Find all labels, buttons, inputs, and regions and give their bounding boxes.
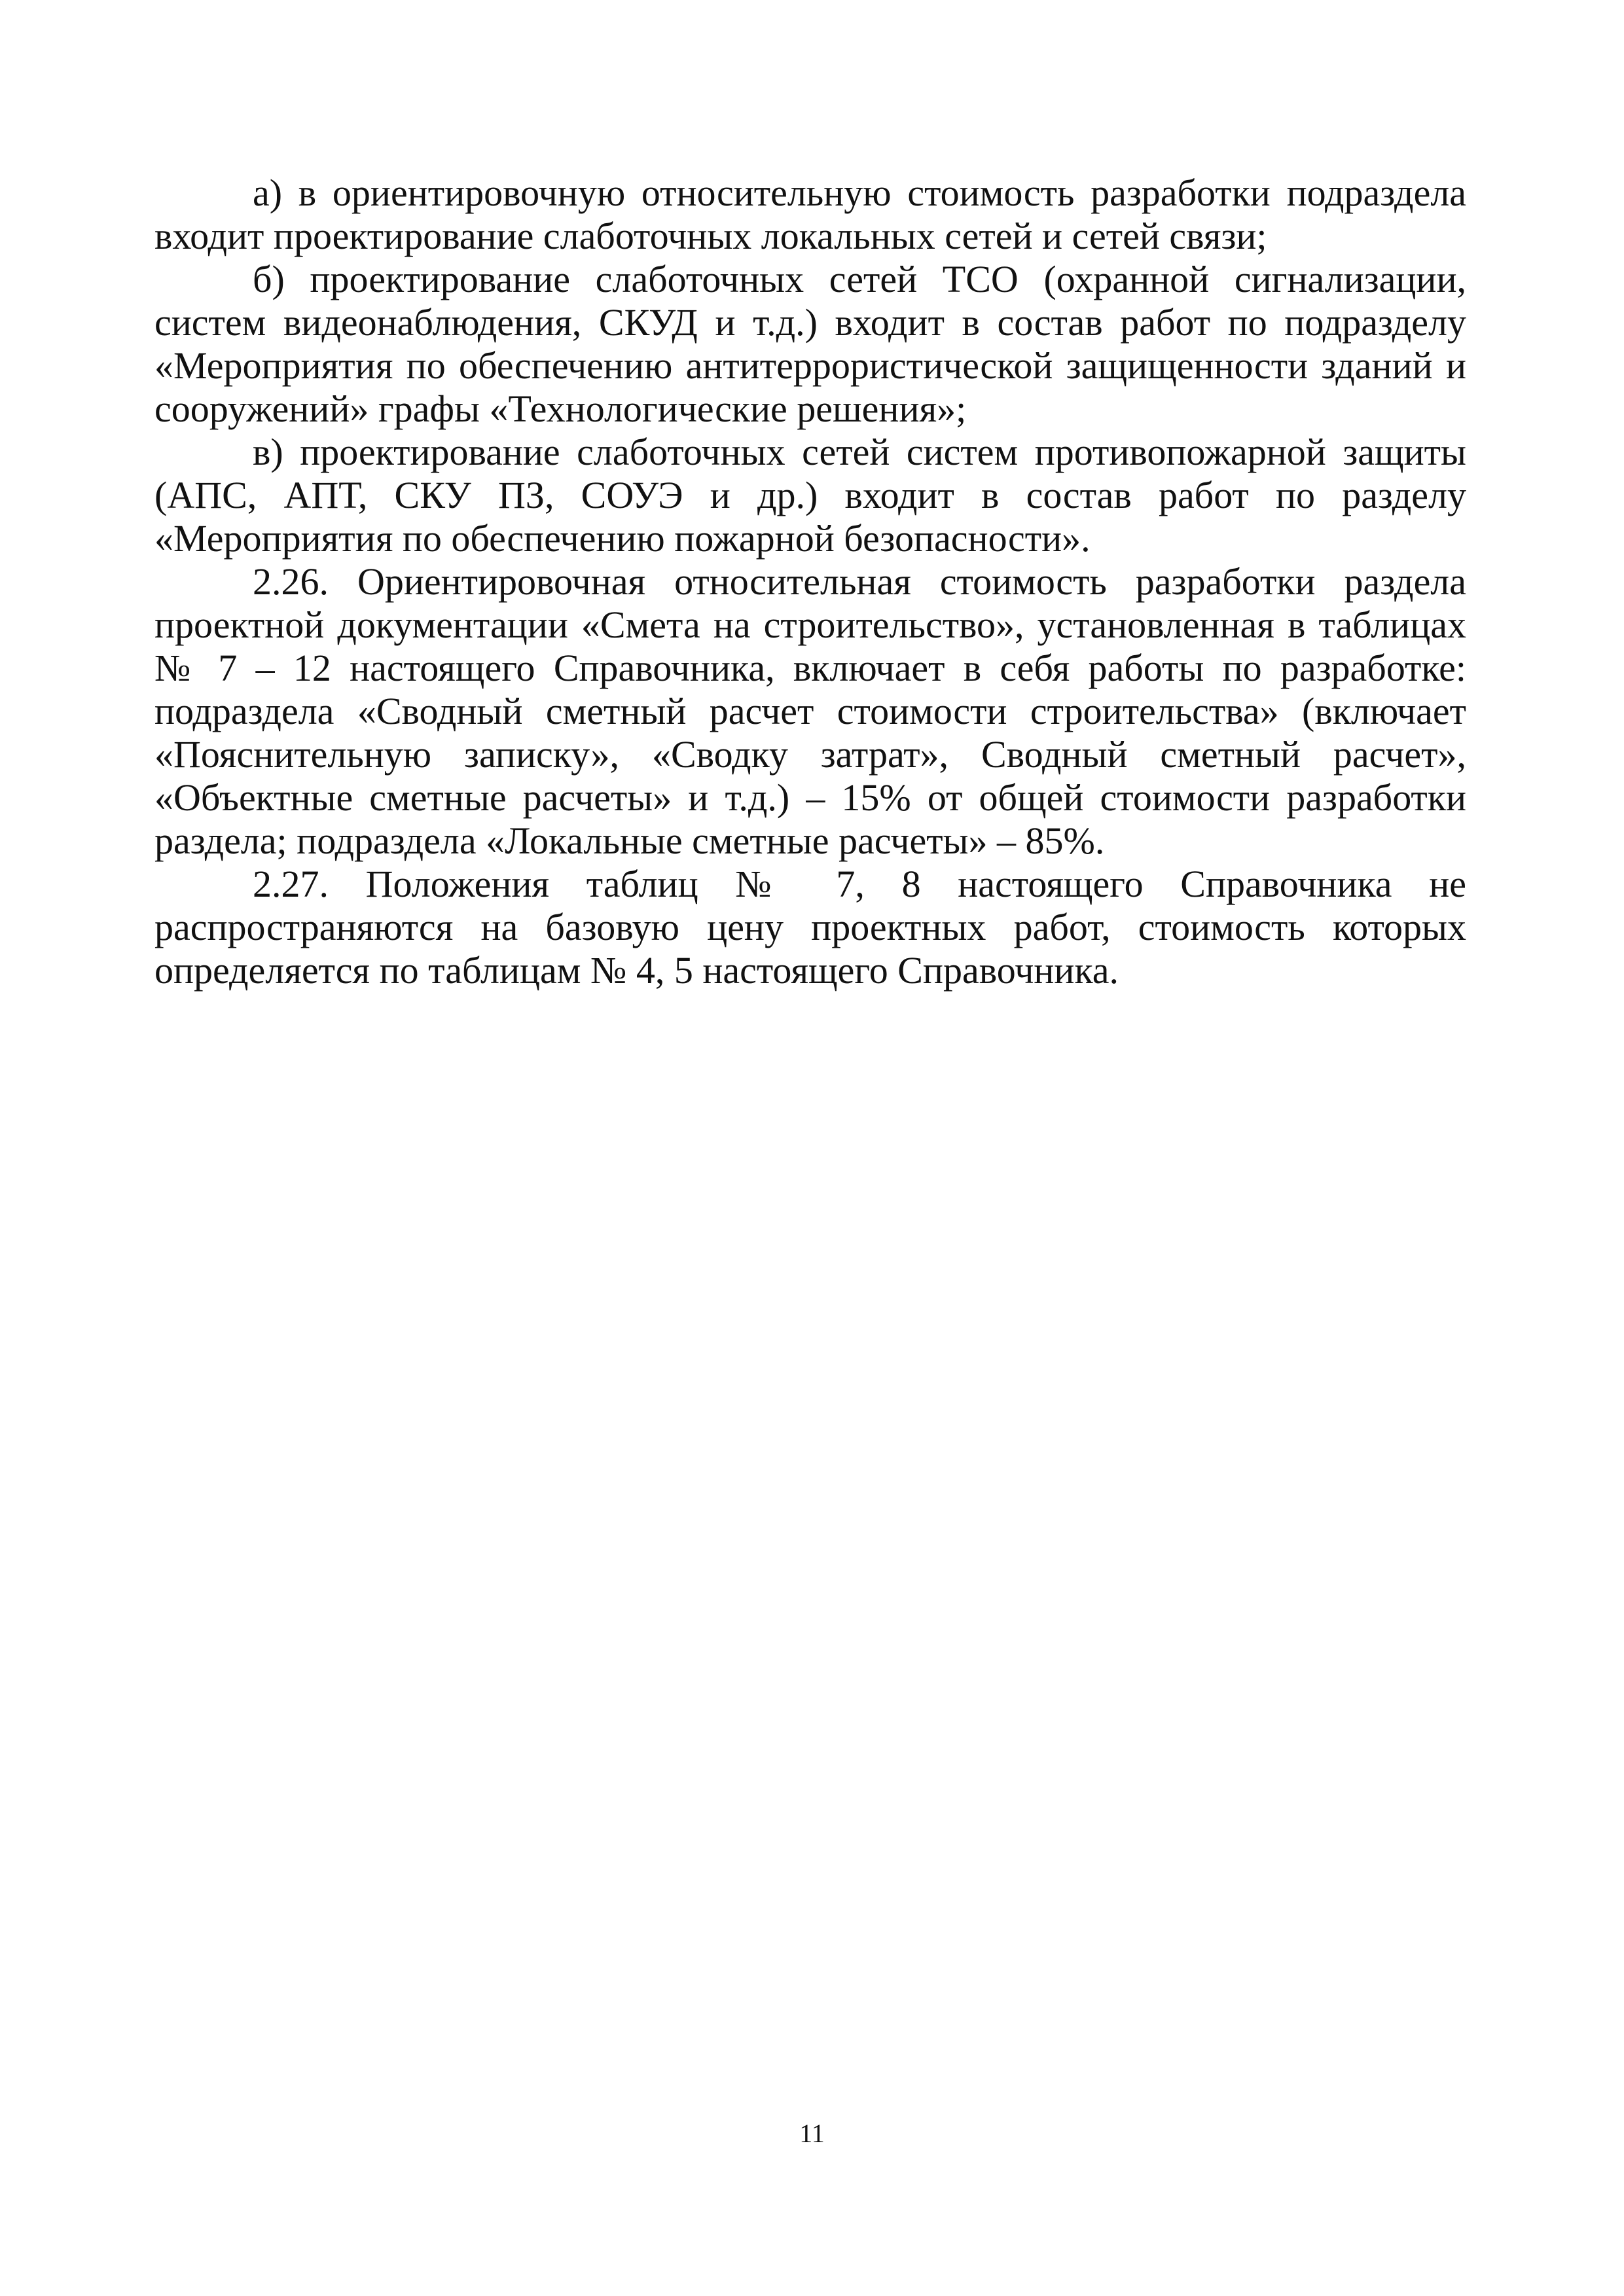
paragraph-item-b: б) проектирование слаботочных сетей ТСО (охранной сигнализации, систем видеонаблюдения, СКУД и т.д.) входит в состав работ по подразделу «Мероприятия по обеспечению антитеррористической защищенности зданий и сооружений» графы «Технологические решения»; bbox=[154, 258, 1466, 430]
body-text bbox=[154, 171, 1466, 992]
page-number: 11 bbox=[799, 2119, 825, 2148]
paragraph-2-27: 2.27. Положения таблиц № 7, 8 настоящего Справочника не распространяются на базовую цену проектных работ, стоимость которых определяется по таблицам № 4, 5 настоящего Справочника. bbox=[154, 863, 1466, 992]
paragraph-2-26: 2.26. Ориентировочная относительная стоимость разработки раздела проектной документации «Смета на строительство», установленная в таблицах № 7 – 12 настоящего Справочника, включает в себя работы по разработке: подраздела «Сводный сметный расчет стоимости строительства» (включает «Пояснительную записку», «Сводку затрат», Сводный сметный расчет», «Объектные сметные расчеты» и т.д.) – 15% от общей стоимости разработки раздела; подраздела «Локальные сметные расчеты» – 85%. bbox=[154, 560, 1466, 862]
paragraph-item-a: а) в ориентировочную относительную стоимость разработки подраздела входит проектирование слаботочных локальных сетей и сетей связи; bbox=[154, 171, 1466, 257]
paragraph-item-v: в) проектирование слаботочных сетей систем противопожарной защиты (АПС, АПТ, СКУ ПЗ, СОУЭ и др.) входит в состав работ по разделу «Мероприятия по обеспечению пожарной безопасности». bbox=[154, 431, 1466, 560]
